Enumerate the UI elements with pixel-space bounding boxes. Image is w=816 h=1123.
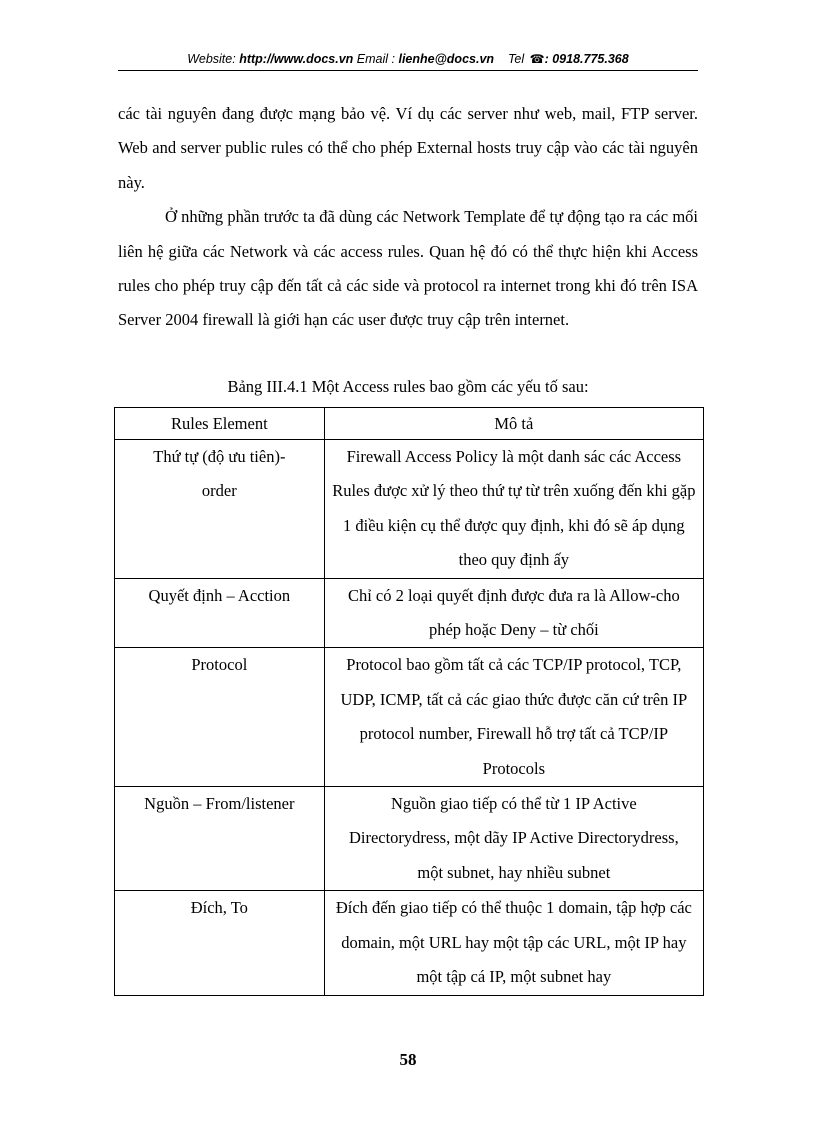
- table-row: [115, 648, 704, 787]
- row-description: Protocol bao gồm tất cả các TCP/IP protocol, TCP, UDP, ICMP, tất cả các giao thức được căn cứ trên IP protocol number, Firewall hỗ trợ tất cả TCP/IP Protocols: [324, 648, 703, 787]
- table-header-row: [115, 408, 704, 440]
- website-label: Website:: [187, 52, 236, 66]
- row-description: Firewall Access Policy là một danh sác các Access Rules được xử lý theo thứ tự từ trên xuống đến khi gặp 1 điều kiện cụ thể được quy định, khi đó sẽ áp dụng theo quy định ấy: [324, 440, 703, 579]
- row-description: Đích đến giao tiếp có thể thuộc 1 domain, tập hợp các domain, một URL hay một tập các URL, một IP hay một tập cá IP, một subnet hay: [324, 891, 703, 995]
- body-text: [118, 97, 698, 338]
- table-row: [115, 891, 704, 995]
- website-link[interactable]: http://www.docs.vn: [239, 52, 354, 66]
- paragraph-2: Ở những phần trước ta đã dùng các Network Template để tự động tạo ra các mối liên hệ giữa các Network và các access rules. Quan hệ đó có thể thực hiện khi Access rules cho phép truy cập đến tất cả các side và protocol ra internet trong khi đó trên ISA Server 2004 firewall là giới hạn các user được truy cập trên internet.: [118, 207, 698, 330]
- email-label: Email :: [356, 52, 395, 66]
- table-row: [115, 787, 704, 891]
- page-number: 58: [399, 1050, 417, 1069]
- row-element: Thứ tự (độ ưu tiên)-order: [115, 440, 325, 579]
- table-row: [115, 440, 704, 579]
- header-rules-element: Rules Element: [115, 408, 325, 440]
- row-description: Chỉ có 2 loại quyết định được đưa ra là Allow-cho phép hoặc Deny – từ chối: [324, 578, 703, 648]
- row-element: Nguồn – From/listener: [115, 787, 325, 891]
- row-element: Protocol: [115, 648, 325, 787]
- tel-label: Tel: [507, 52, 525, 66]
- phone-icon: ☎: [529, 52, 545, 66]
- access-rules-table: [114, 407, 704, 996]
- email-link[interactable]: lienhe@docs.vn: [398, 52, 495, 66]
- table-row: [115, 578, 704, 648]
- header-description: Mô tả: [324, 408, 703, 440]
- paragraph-1: các tài nguyên đang được mạng bảo vệ. Ví dụ các server như web, mail, FTP server. Web and server public rules có thể cho phép External hosts truy cập vào các tài nguyên này.: [118, 104, 698, 192]
- row-element: Quyết định – Acction: [115, 578, 325, 648]
- header-divider: [118, 70, 698, 71]
- page-header: [0, 52, 816, 66]
- row-element: Đích, To: [115, 891, 325, 995]
- table-caption: Bảng III.4.1 Một Access rules bao gồm các yếu tố sau:: [227, 377, 589, 396]
- row-description: Nguồn giao tiếp có thể từ 1 IP Active Directorydress, một dãy IP Active Directorydress, một subnet, hay nhiều subnet: [324, 787, 703, 891]
- tel-value: : 0918.775.368: [544, 52, 629, 66]
